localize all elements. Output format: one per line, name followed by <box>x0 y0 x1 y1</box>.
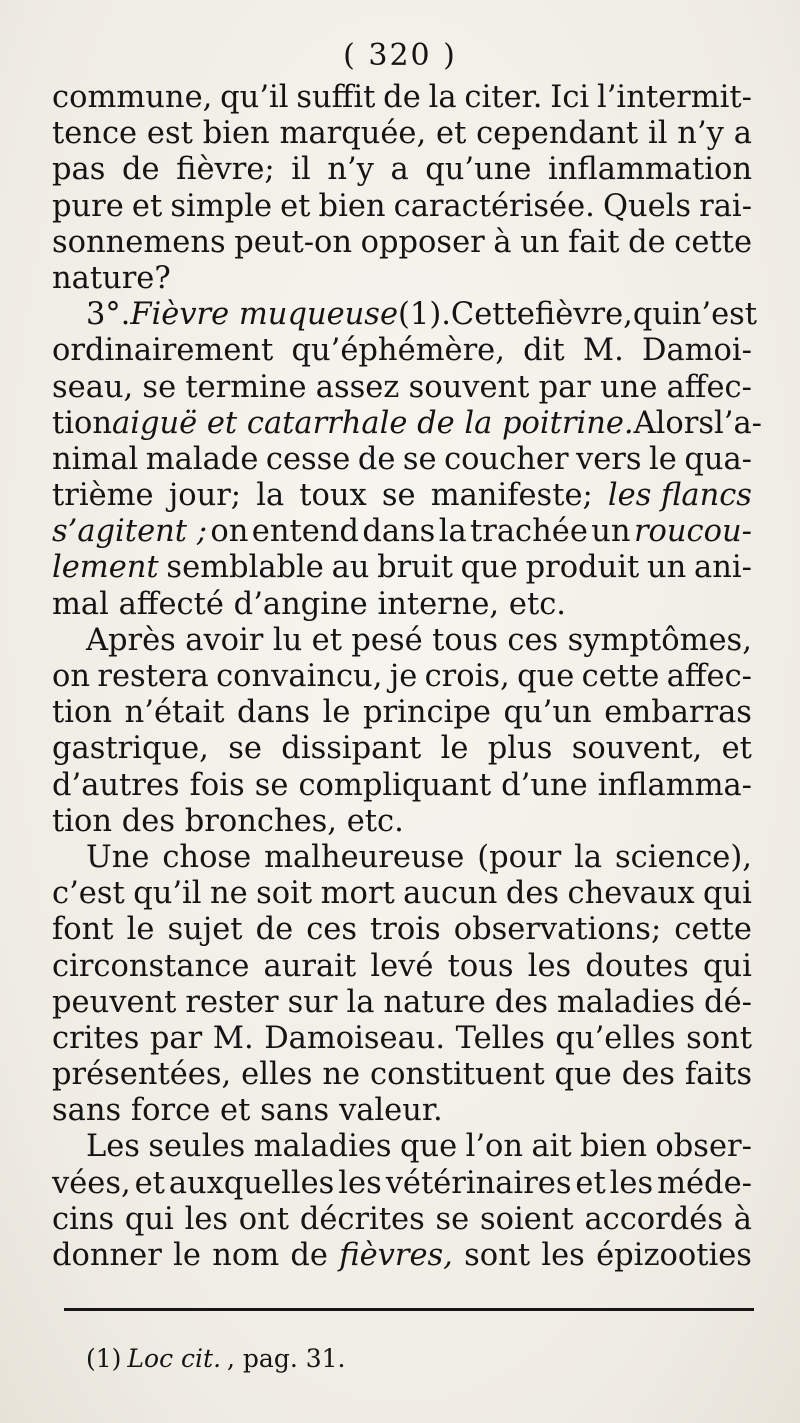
text-line <box>52 1021 752 1057</box>
word: la <box>438 514 467 550</box>
word: dé- <box>704 984 752 1020</box>
word: de <box>357 441 396 477</box>
word: par <box>149 1020 203 1056</box>
word: (1). <box>398 297 451 333</box>
word: font <box>52 912 114 948</box>
word: qu’elles <box>555 1020 676 1056</box>
word: qu’il <box>133 876 202 912</box>
word: donner <box>52 1238 162 1273</box>
text-line <box>52 659 752 695</box>
word: gastrique, <box>52 731 209 767</box>
word: des <box>621 1057 675 1093</box>
word: la <box>574 839 603 875</box>
text-line <box>52 333 752 369</box>
word: inflammation <box>548 152 752 188</box>
word: une <box>600 369 658 405</box>
word: au <box>331 550 370 586</box>
word: sont <box>686 1020 752 1056</box>
word: affec- <box>666 369 752 405</box>
text-line <box>52 731 752 767</box>
word: n’y <box>677 116 724 152</box>
word: observations; <box>453 912 662 948</box>
word: souvent, <box>571 731 703 767</box>
word: qu’une <box>425 152 532 188</box>
word: manifeste; <box>430 478 593 514</box>
word: vers <box>576 441 642 477</box>
word: il <box>647 116 668 152</box>
word: seau, <box>52 369 134 405</box>
word: l’on <box>465 1129 524 1165</box>
word: bien <box>580 1129 648 1165</box>
word: nature? <box>52 260 171 296</box>
word: restera <box>97 659 209 694</box>
word: 3°. <box>86 297 131 333</box>
word: fièvre, <box>534 297 633 333</box>
word: fièvre; <box>176 152 275 188</box>
word: d’autres <box>52 767 180 803</box>
word: tence <box>52 116 138 152</box>
text-line <box>52 550 752 586</box>
word: produit <box>525 550 640 586</box>
word: entend <box>251 514 359 550</box>
word: coucher <box>444 441 569 477</box>
word: termine <box>185 369 307 405</box>
word: et <box>311 622 342 658</box>
word: opposer <box>360 224 485 260</box>
word: se <box>254 767 289 803</box>
word: présentées, <box>52 1057 232 1093</box>
word: cette <box>674 912 752 948</box>
text-line <box>52 1129 752 1165</box>
word: est <box>146 116 193 152</box>
word: ces <box>507 622 559 658</box>
word: commune, <box>52 80 213 115</box>
word: chevaux <box>567 876 695 912</box>
word: ne <box>210 876 248 912</box>
word: crois, <box>424 659 510 694</box>
word: que <box>399 1129 458 1165</box>
word: la <box>256 478 285 514</box>
word: d’une <box>501 767 588 803</box>
page-number: ( 320 ) <box>343 38 457 73</box>
word: d’angine <box>233 586 368 622</box>
text-line <box>52 695 752 731</box>
body-text <box>52 80 762 1274</box>
text-line <box>52 152 752 188</box>
word: simple <box>170 188 273 224</box>
word: lement <box>52 550 159 586</box>
word: de <box>290 1238 328 1273</box>
word: épizooties <box>596 1238 752 1273</box>
word: citer. <box>464 80 543 115</box>
word: et <box>134 1165 165 1201</box>
word: force <box>130 1093 211 1129</box>
word: sonnemens <box>52 224 226 260</box>
word: un <box>591 514 631 550</box>
word: bien <box>202 116 270 152</box>
word: inflamma- <box>597 767 752 803</box>
word: l’a- <box>714 405 762 441</box>
word: etc. <box>346 803 404 839</box>
word: soit <box>256 876 313 912</box>
word: vétérinaires <box>385 1165 572 1201</box>
word: seules <box>148 1129 246 1165</box>
word: elles <box>241 1057 313 1093</box>
word: Damoiseau. <box>264 1020 446 1056</box>
word: le <box>126 912 155 948</box>
word: fièvres, <box>339 1238 453 1273</box>
word: Alors <box>633 405 714 441</box>
word: les <box>527 948 572 984</box>
text-line <box>52 189 752 225</box>
word: et <box>721 731 752 767</box>
word: il <box>291 152 311 188</box>
word: les <box>184 1201 229 1237</box>
word: qui <box>703 948 752 984</box>
word: souvent <box>408 369 530 405</box>
word: toux <box>299 478 367 514</box>
word: Cette <box>450 297 535 333</box>
word: et <box>280 188 311 224</box>
word: cesse <box>265 441 351 477</box>
word: a <box>390 152 409 188</box>
word: marquée, <box>279 116 427 152</box>
word: que <box>517 659 575 694</box>
word: levé <box>370 948 434 984</box>
text-line <box>52 768 752 804</box>
word: mal <box>52 586 109 622</box>
word: et <box>131 188 163 224</box>
text-line <box>52 478 752 514</box>
word: et <box>575 1165 606 1201</box>
word: c’est <box>52 876 125 912</box>
word: qu’un <box>503 695 592 731</box>
word: cette <box>674 224 752 260</box>
word: science), <box>615 839 752 875</box>
word: compliquant <box>298 767 492 803</box>
word: Ici <box>550 80 590 115</box>
text-line <box>52 225 752 261</box>
word: suffit <box>296 80 376 115</box>
word: principe <box>363 695 491 731</box>
footnote-marker: (1) <box>86 1344 122 1373</box>
word: fait <box>568 224 620 260</box>
word: nature <box>383 984 486 1020</box>
word: mort <box>320 876 395 912</box>
word: Après <box>86 622 176 658</box>
word: avoir <box>185 622 264 658</box>
text-line <box>52 985 752 1021</box>
word: dit <box>523 333 565 369</box>
word: tion <box>52 405 113 441</box>
text-line <box>52 116 752 152</box>
word: rai- <box>699 188 752 224</box>
word: rester <box>185 984 279 1020</box>
word: Fièvre muqueuse <box>130 297 399 333</box>
word: (pour <box>477 839 562 875</box>
word: n’est <box>681 297 758 333</box>
text-line <box>52 1093 752 1129</box>
word: auxquelles <box>168 1165 335 1201</box>
text-line <box>52 1166 752 1202</box>
word: se <box>435 1201 470 1237</box>
word: jour; <box>168 478 242 514</box>
word: valeur. <box>338 1093 443 1129</box>
footnote-page-ref: , pag. 31. <box>227 1344 346 1373</box>
text-line <box>52 261 752 297</box>
word: Une <box>86 839 150 875</box>
word: maladies <box>557 984 696 1020</box>
word: ordinairement <box>52 333 274 369</box>
word: soient <box>479 1201 574 1237</box>
word: tion <box>52 803 113 839</box>
word: lu <box>272 622 303 658</box>
word: la <box>346 984 375 1020</box>
word: à <box>733 1201 752 1237</box>
word: qu’il <box>220 80 289 115</box>
word: aiguë et catarrhale de la poitrine. <box>112 405 634 441</box>
word: sur <box>287 984 338 1020</box>
word: Telles <box>455 1020 545 1056</box>
word: constituent <box>369 1057 545 1093</box>
word: assez <box>315 369 400 405</box>
word: les <box>338 1165 382 1201</box>
text-line <box>52 840 752 876</box>
word: cependant <box>476 116 639 152</box>
word: dans <box>237 695 311 731</box>
word: nom <box>212 1238 280 1273</box>
word: sujet <box>167 912 243 948</box>
word: trois <box>370 912 441 948</box>
word: a <box>733 116 752 152</box>
word: cette <box>581 659 660 694</box>
word: embarras <box>604 695 752 731</box>
word: la <box>428 80 457 115</box>
word: qui <box>702 876 752 912</box>
word: par <box>538 369 591 405</box>
word: les <box>609 1165 654 1201</box>
word: que <box>460 550 518 586</box>
word: plus <box>487 731 553 767</box>
text-line <box>52 587 752 623</box>
text-line <box>52 1202 752 1238</box>
word: tous <box>447 948 514 984</box>
word: n’était <box>124 695 225 731</box>
word: ne <box>322 1057 361 1093</box>
word: se <box>402 441 437 477</box>
word: on <box>210 514 249 550</box>
word: qu’éphémère, <box>291 333 505 369</box>
word: etc. <box>508 586 566 622</box>
word: convaincu, <box>216 659 383 694</box>
word: bruit <box>377 550 453 586</box>
word: le <box>440 731 469 767</box>
word: M. <box>582 333 624 369</box>
word: des <box>494 984 549 1020</box>
word: nimal <box>52 441 139 477</box>
word: méde- <box>657 1165 752 1201</box>
word: ces <box>306 912 357 948</box>
word: qua- <box>684 441 752 477</box>
word: et <box>436 116 467 152</box>
word: qui <box>124 1201 174 1237</box>
word: M. <box>212 1020 254 1056</box>
word: de <box>121 152 160 188</box>
word: de <box>383 80 421 115</box>
word: n’y <box>327 152 374 188</box>
word: décrites <box>299 1201 425 1237</box>
word: roucou- <box>633 514 752 550</box>
word: peut-on <box>234 224 353 260</box>
word: peuvent <box>52 984 177 1020</box>
text-line <box>52 623 752 659</box>
word: des <box>121 803 176 839</box>
word: chose <box>162 839 252 875</box>
word: affec- <box>666 659 752 694</box>
word: circonstance <box>52 948 250 984</box>
word: symptômes, <box>567 622 752 658</box>
word: se <box>381 478 416 514</box>
word: dans <box>362 514 436 550</box>
word: crites <box>52 1020 140 1056</box>
word: un <box>646 550 687 586</box>
word: qui <box>632 297 682 333</box>
word: que <box>554 1057 612 1093</box>
word: sont <box>464 1238 531 1273</box>
word: l’intermit- <box>596 80 752 115</box>
word: bronches, <box>184 803 337 839</box>
word: trième <box>52 478 154 514</box>
text-line <box>52 297 758 333</box>
word: je <box>389 659 418 694</box>
word: sans <box>260 1093 330 1129</box>
text-line <box>52 1057 752 1093</box>
word: cins <box>52 1201 115 1237</box>
word: ait <box>531 1129 572 1165</box>
word: pure <box>52 188 124 224</box>
word: trachée <box>470 514 588 550</box>
word: doutes <box>585 948 689 984</box>
word: on <box>52 659 91 694</box>
word: s’agitent ; <box>52 514 207 550</box>
word: de <box>255 912 294 948</box>
word: obser- <box>655 1129 752 1165</box>
text-line <box>52 804 752 840</box>
word: malheureuse <box>264 839 465 875</box>
word: le <box>173 1238 201 1273</box>
word: le <box>649 441 677 477</box>
text-line <box>52 80 752 116</box>
word: pesé <box>351 622 423 658</box>
word: tion <box>52 695 113 731</box>
word: sans <box>52 1093 122 1129</box>
word: interne, <box>377 586 500 622</box>
word: Les <box>86 1129 140 1165</box>
word: maladies <box>253 1129 392 1165</box>
word: les flancs <box>607 478 752 514</box>
word: aurait <box>263 948 357 984</box>
footnote <box>86 1344 351 1373</box>
text-line <box>52 405 762 442</box>
word: tous <box>432 622 498 658</box>
word: de <box>628 224 666 260</box>
text-line <box>52 370 752 406</box>
text-line <box>52 514 752 550</box>
text-line <box>52 949 752 985</box>
word: des <box>505 876 560 912</box>
word: vées, <box>52 1165 131 1201</box>
word: affecté <box>118 586 224 622</box>
word: malade <box>145 441 259 477</box>
text-line <box>52 912 752 948</box>
footnote-source: Loc cit. <box>127 1344 222 1373</box>
word: caractérisée. <box>393 188 595 224</box>
text-line <box>52 442 752 478</box>
word: se <box>142 369 177 405</box>
word: accordés <box>584 1201 723 1237</box>
word: pas <box>52 152 106 188</box>
word: bien <box>318 188 386 224</box>
word: fois <box>189 767 245 803</box>
word: aucun <box>403 876 498 912</box>
word: ani- <box>694 550 752 586</box>
word: le <box>322 695 351 731</box>
word: dissipant <box>281 731 422 767</box>
footnote-rule <box>64 1308 754 1311</box>
word: Damoi- <box>641 333 752 369</box>
word: et <box>220 1093 251 1129</box>
word: ont <box>238 1201 290 1237</box>
word: un <box>520 224 560 260</box>
word: se <box>228 731 262 767</box>
word: semblable <box>166 550 324 586</box>
text-line <box>52 1238 752 1274</box>
word: faits <box>684 1057 752 1093</box>
word: Quels <box>602 188 692 224</box>
text-line <box>52 876 752 912</box>
word: à <box>493 224 512 260</box>
word: les <box>541 1238 585 1273</box>
